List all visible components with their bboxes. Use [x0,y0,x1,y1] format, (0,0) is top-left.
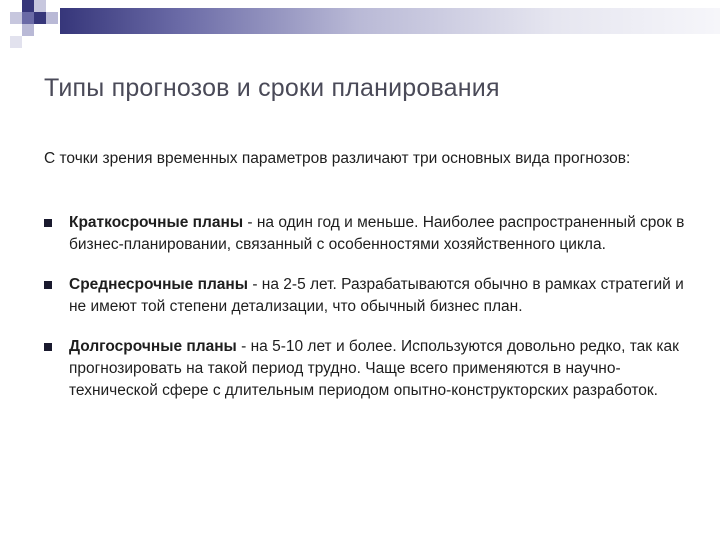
square-bullet-icon [44,281,52,289]
header-decoration [0,0,720,48]
intro-text: С точки зрения временных параметров различают три основных вида прогнозов: [44,150,631,167]
square-bullet-icon [44,343,52,351]
slide-title: Типы прогнозов и сроки планирования [44,74,500,102]
list-item-term: Краткосрочные планы [69,214,244,231]
forecast-types-list [44,212,694,402]
header-gradient-bar [60,8,720,34]
list-item-short-term [44,212,694,256]
list-item-long-term [44,336,694,402]
list-item-term: Среднесрочные планы [69,276,249,293]
square-bullet-icon [44,219,52,227]
list-item-term: Долгосрочные планы [69,338,237,355]
list-item-text: - на 5-10 лет и более. Используются довольно редко, так как прогнозировать на такой период трудно. Чаще всего применяются в научно-технической сфере с длительным периодом опытно-конструкторских разработок. [69,338,679,399]
list-item-text: - на один год и меньше. Наиболее распространенный срок в бизнес-планировании, связанный с особенностями хозяйственного цикла. [69,214,685,253]
checker-pattern-icon [0,0,60,48]
list-item-mid-term [44,274,694,318]
list-item-text: - на 2-5 лет. Разрабатываются обычно в рамках стратегий и не имеют той степени детализации, что обычный бизнес план. [69,276,684,315]
